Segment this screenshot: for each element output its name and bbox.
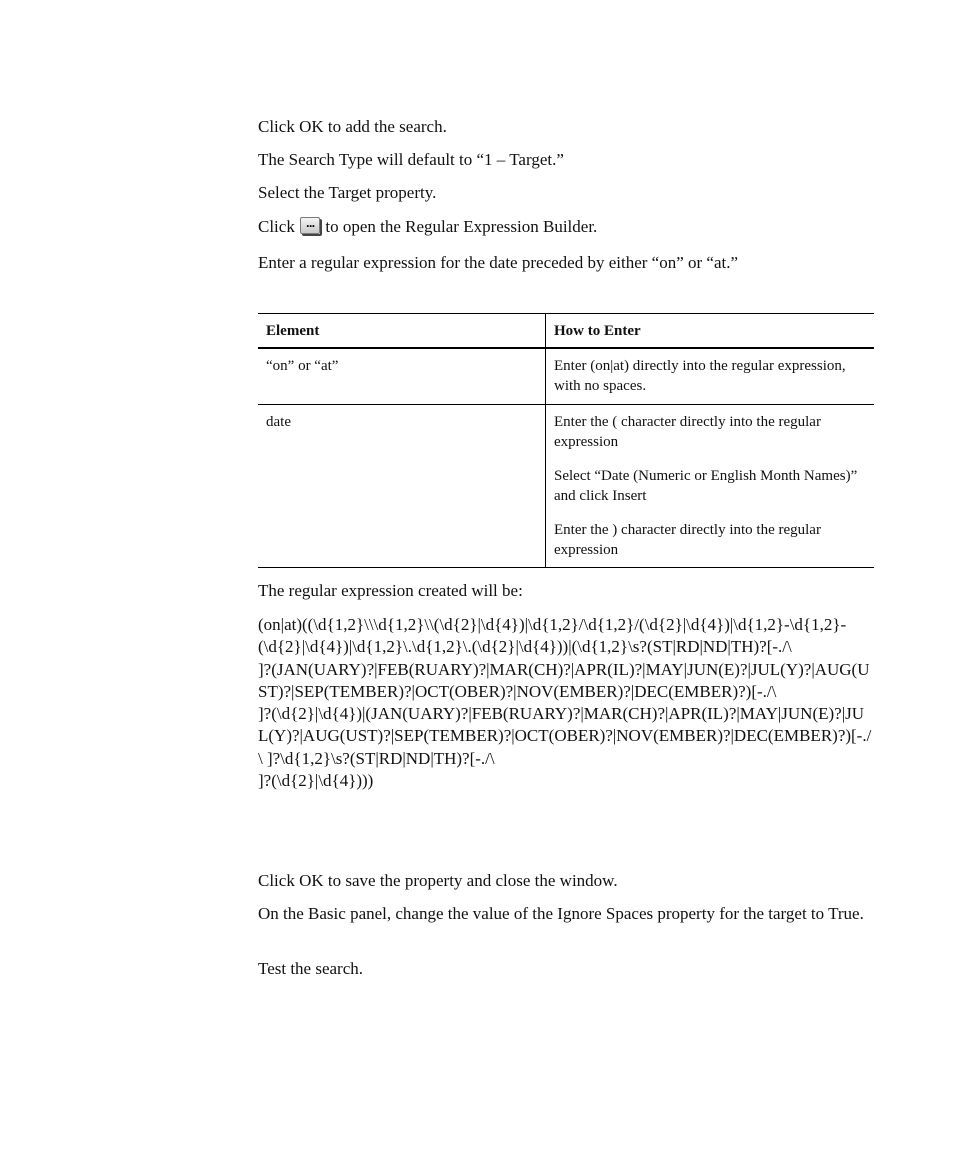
ellipsis-glyph: ... bbox=[305, 219, 315, 230]
ellipsis-button-icon bbox=[300, 217, 320, 234]
table-row bbox=[258, 348, 874, 405]
table-row bbox=[258, 404, 874, 567]
step-search-type-default: The Search Type will default to “1 – Target.” bbox=[258, 150, 564, 169]
table-cell-how bbox=[546, 404, 875, 567]
how-instruction: Enter the ) character directly into the regular expression bbox=[554, 521, 821, 558]
step-click-ok-save: Click OK to save the property and close the window. bbox=[258, 871, 618, 890]
table-header-element: Element bbox=[258, 314, 546, 348]
regex-expression: (on|at)((\d{1,2}\\\d{1,2}\\(\d{2}|\d{4})|\d{1,2}/\d{1,2}/(\d{2}|\d{4})|\d{1,2}-\d{1,2}- (\d{2}|\d{4})|\d{1,2}\.\d{1,2}\.(\d{2}|\d{4}))|(\d{1,2}\s?(ST|RD|ND|TH)?[-./\ ]?(JAN(UARY)?|FEB(RUARY)?|MAR(CH)?|APR(IL)?|MAY|JUN(E)?|JUL(Y)?|AUG(UST)?|SEP(TEMBER)?|OCT(OBER)?|NOV(EMBER)?|DEC(EMBER)?)[-./\ ]?(\d{2}|\d{4})|(JAN(UARY)?|FEB(RUARY)?|MAR(CH)?|APR(IL)?|MAY|JUN(E)?|JUL(Y)?|AUG(UST)?|SEP(TEMBER)?|OCT(OBER)?|NOV(EMBER)?|DEC(EMBER)?)[-./\ ]?\d{1,2}\s?(ST|RD|ND|TH)?[-./\ ]?(\d{2}|\d{4}))) bbox=[258, 615, 872, 791]
table-header-row bbox=[258, 314, 874, 348]
table-cell-element: date bbox=[258, 404, 546, 567]
how-instruction: Enter (on|at) directly into the regular expression, with no spaces. bbox=[554, 357, 846, 394]
step-ignore-spaces: On the Basic panel, change the value of the Ignore Spaces property for the target to True. bbox=[258, 904, 864, 923]
table-cell-element: “on” or “at” bbox=[258, 348, 546, 405]
step-click-ok-add-search: Click OK to add the search. bbox=[258, 117, 447, 136]
how-instruction: Select “Date (Numeric or English Month Names)” and click Insert bbox=[554, 467, 858, 504]
step-open-regex-builder-prefix: Click bbox=[258, 217, 300, 236]
step-enter-regex: Enter a regular expression for the date preceded by either “on” or “at.” bbox=[258, 253, 739, 272]
regex-intro: The regular expression created will be: bbox=[258, 581, 523, 600]
how-instruction: Enter the ( character directly into the regular expression bbox=[554, 413, 821, 450]
step-open-regex-builder-suffix: to open the Regular Expression Builder. bbox=[321, 217, 598, 236]
table-header-how-to-enter: How to Enter bbox=[546, 314, 875, 348]
step-select-target-property: Select the Target property. bbox=[258, 183, 437, 202]
step-open-regex-builder bbox=[258, 216, 874, 238]
table-cell-how bbox=[546, 348, 875, 405]
step-test-search: Test the search. bbox=[258, 959, 364, 978]
element-table bbox=[258, 313, 874, 568]
